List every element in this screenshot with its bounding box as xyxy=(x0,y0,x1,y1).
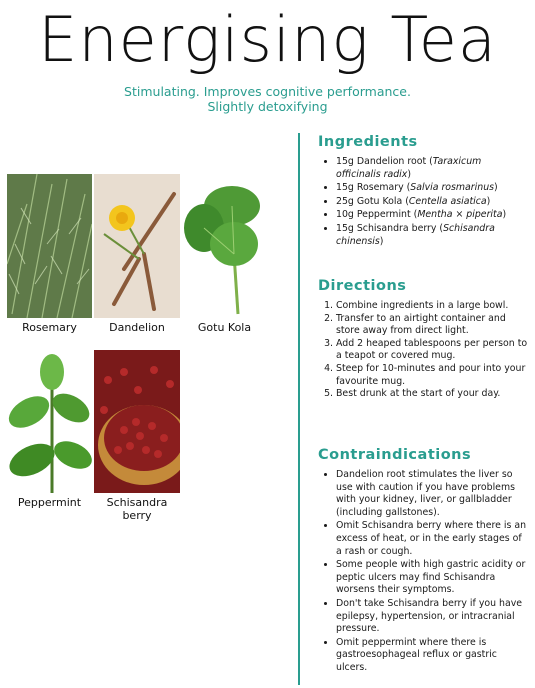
list-item: • Don't take Schisandra berry if you have epilepsy, hypertension, or intracranial pressure. xyxy=(336,598,528,636)
subtitle-line-1: Stimulating. Improves cognitive performance. xyxy=(124,84,411,99)
list-item: • 15g Dandelion root (Taraxicum officinalis radix) xyxy=(336,156,528,181)
dandelion-image xyxy=(94,174,180,318)
ingredients-list xyxy=(318,156,528,248)
list-item: • Omit peppermint where there is gastroesophageal reflux or gastric ulcers. xyxy=(336,637,528,675)
peppermint-image xyxy=(7,350,92,493)
dandelion-caption: Dandelion xyxy=(109,321,165,334)
list-item: 4. Steep for 10-minutes and pour into your favourite mug. xyxy=(336,363,528,388)
page-title: Energising Tea xyxy=(38,3,497,76)
rosemary-caption: Rosemary xyxy=(22,321,77,334)
ingredients-heading: Ingredients xyxy=(318,134,418,150)
list-item: • 15g Schisandra berry (Schisandra chinensis) xyxy=(336,223,528,248)
list-item: • 15g Rosemary (Salvia rosmarinus) xyxy=(336,182,528,195)
directions-heading: Directions xyxy=(318,278,407,294)
contraindications-list xyxy=(318,469,528,675)
schisandra-caption-line-1: Schisandra xyxy=(106,496,168,509)
herb-rosemary xyxy=(7,174,92,334)
gotu-kola-image xyxy=(182,174,267,318)
schisandra-image xyxy=(94,350,180,493)
list-item: • Dandelion root stimulates the liver so use with caution if you have problems with your kidney, liver, or gallbladder (including gallstones). xyxy=(336,469,528,519)
list-item: • 25g Gotu Kola (Centella asiatica) xyxy=(336,196,528,209)
list-item: 3. Add 2 heaped tablespoons per person to a teapot or covered mug. xyxy=(336,338,528,363)
herb-gotu-kola xyxy=(182,174,267,334)
ingredients-section xyxy=(318,134,528,249)
herb-dandelion xyxy=(94,174,180,334)
list-item: 2. Transfer to an airtight container and store away from direct light. xyxy=(336,313,528,338)
contraindications-heading: Contraindications xyxy=(318,447,472,463)
directions-list xyxy=(318,300,528,401)
list-item: 1. Combine ingredients in a large bowl. xyxy=(336,300,528,313)
list-item: • Some people with high gastric acidity or peptic ulcers may find Schisandra worsens their symptoms. xyxy=(336,559,528,597)
gotu-kola-caption: Gotu Kola xyxy=(197,321,252,334)
rosemary-image xyxy=(7,174,92,318)
directions-section xyxy=(318,278,528,401)
schisandra-caption-line-2: berry xyxy=(122,509,152,522)
subtitle xyxy=(0,84,535,114)
herb-schisandra xyxy=(94,350,180,522)
list-item: 5. Best drunk at the start of your day. xyxy=(336,388,528,401)
schisandra-caption xyxy=(94,496,180,522)
column-divider xyxy=(298,133,300,685)
herb-peppermint xyxy=(7,350,92,509)
contraindications-section xyxy=(318,447,528,676)
list-item: • Omit Schisandra berry where there is an excess of heat, or in the early stages of a rash or cough. xyxy=(336,520,528,558)
subtitle-line-2: Slightly detoxifying xyxy=(207,99,328,114)
list-item: • 10g Peppermint (Mentha × piperita) xyxy=(336,209,528,222)
peppermint-caption: Peppermint xyxy=(17,496,82,509)
